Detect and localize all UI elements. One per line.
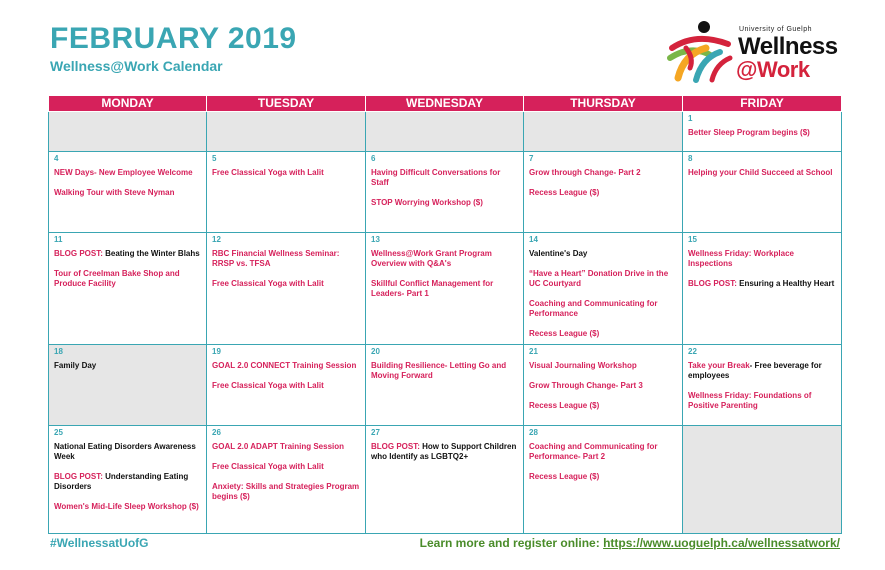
website-link[interactable]: https://www.uoguelph.ca/wellnessatwork/ [603,536,840,550]
calendar-event: National Eating Disorders Awareness Week [54,442,196,461]
calendar-event: Tour of Creelman Bake Shop and Produce Facility [54,269,180,288]
event-text: Ensuring a Healthy Heart [736,279,835,288]
calendar-event: RBC Financial Wellness Seminar: RRSP vs. TFSA [212,249,340,268]
day-number: 4 [54,154,59,163]
logo-university-text: University of Guelph [739,26,813,33]
calendar-event [688,279,837,289]
day-number: 5 [212,154,217,163]
calendar-event: Free Classical Yoga with Lalit [212,279,324,288]
event-text: How to Support Children who Identify as LGBTQ2+ [371,442,517,461]
day-number: 14 [529,235,538,244]
calendar-event: Better Sleep Program begins ($) [688,128,810,137]
calendar-event: Visual Journaling Workshop [529,361,637,370]
calendar-day-cell [524,426,683,534]
calendar-event: “Have a Heart” Donation Drive in the UC Courtyard [529,269,669,288]
weekday-header: MONDAY [49,96,207,112]
calendar-day-cell [683,233,842,345]
day-number: 25 [54,428,63,437]
calendar-day-cell [49,426,207,534]
calendar-event: Coaching and Communicating for Performance [529,299,658,318]
event-prefix: BLOG POST: [54,249,103,258]
weekday-header-row [49,96,842,112]
calendar-event: STOP Worrying Workshop ($) [371,198,483,207]
calendar-week-row [49,345,842,426]
calendar-day-cell [49,112,207,152]
calendar-day-cell [366,233,524,345]
calendar-day-cell [366,112,524,152]
calendar-event: Skillful Conflict Management for Leaders- Part 1 [371,279,494,298]
calendar-event: NEW Days- New Employee Welcome [54,168,193,177]
weekday-header: TUESDAY [207,96,366,112]
day-number: 18 [54,347,63,356]
day-number [688,428,837,442]
wellness-at-work-logo [666,18,846,84]
calendar-event [371,442,519,462]
calendar-week-row [49,152,842,233]
calendar-event [688,361,837,381]
day-number: 19 [212,347,221,356]
page-subtitle: Wellness@Work Calendar [50,58,223,74]
day-number [529,114,678,128]
calendar-day-cell [683,112,842,152]
calendar-day-cell [366,345,524,426]
calendar-event: Building Resilience- Letting Go and Moving Forward [371,361,507,380]
event-text: Understanding Eating Disorders [54,472,189,491]
day-number: 20 [371,347,380,356]
event-text: Beating the Winter Blahs [102,249,200,258]
hashtag: #WellnessatUofG [50,536,149,550]
calendar-event: Free Classical Yoga with Lalit [212,168,324,177]
calendar-day-cell [207,152,366,233]
calendar-event: Free Classical Yoga with Lalit [212,381,324,390]
calendar-day-cell [207,112,366,152]
day-number [371,114,519,128]
day-number: 22 [688,347,697,356]
calendar-event: Free Classical Yoga with Lalit [212,462,324,471]
calendar-event: Anxiety: Skills and Strategies Program begins ($) [212,482,360,501]
day-number [212,114,361,128]
calendar-day-cell [683,152,842,233]
calendar-event: GOAL 2.0 ADAPT Training Session [212,442,345,451]
day-number: 26 [212,428,221,437]
event-prefix: BLOG POST: [371,442,420,451]
calendar-event [54,249,202,259]
event-prefix: Take your Break [688,361,750,370]
day-number: 11 [54,235,63,244]
calendar-day-cell [524,112,683,152]
day-number: 27 [371,428,380,437]
calendar-day-cell [207,426,366,534]
calendar-day-cell [683,426,842,534]
day-number: 7 [529,154,534,163]
calendar-day-cell [366,152,524,233]
calendar-event: Grow through Change- Part 2 [529,168,641,177]
calendar-event: Having Difficult Conversations for Staff [371,168,501,187]
calendar-day-cell [49,345,207,426]
logo-work-text: @Work [736,57,810,82]
calendar-event: Helping your Child Succeed at School [688,168,833,177]
logo-wellness-text: Wellness [738,33,838,60]
day-number: 12 [212,235,221,244]
day-number: 1 [688,114,693,123]
calendar-day-cell [207,233,366,345]
calendar-event: Women's Mid-Life Sleep Workshop ($) [54,502,199,511]
calendar-day-cell [683,345,842,426]
calendar-day-cell [49,152,207,233]
calendar-table [48,95,842,534]
event-text: - Free beverage for employees [688,361,822,380]
page-title: FEBRUARY 2019 [50,22,297,55]
calendar-week-row [49,233,842,345]
footer-register [420,536,840,550]
calendar-day-cell [49,233,207,345]
day-number: 15 [688,235,697,244]
calendar-event: GOAL 2.0 CONNECT Training Session [212,361,357,370]
day-number: 8 [688,154,693,163]
calendar-event: Recess League ($) [529,401,600,410]
wellness-figure-icon [666,18,738,84]
event-prefix: BLOG POST: [54,472,103,481]
calendar-week-row [49,112,842,152]
calendar-event: Family Day [54,361,97,370]
calendar-event: Wellness Friday: Foundations of Positive Parenting [688,391,812,410]
calendar-event: Grow Through Change- Part 3 [529,381,643,390]
calendar-event: Wellness@Work Grant Program Overview with Q&A's [371,249,492,268]
calendar-day-cell [524,233,683,345]
weekday-header: THURSDAY [524,96,683,112]
calendar-day-cell [366,426,524,534]
day-number: 6 [371,154,376,163]
calendar-day-cell [524,152,683,233]
weekday-header: WEDNESDAY [366,96,524,112]
event-prefix: BLOG POST: [688,279,737,288]
calendar-event: Coaching and Communicating for Performance- Part 2 [529,442,658,461]
calendar-event: Recess League ($) [529,472,600,481]
calendar-event [54,472,202,492]
learn-more-text: Learn more and register online: [419,536,600,550]
calendar-event: Walking Tour with Steve Nyman [54,188,175,197]
calendar-event: Wellness Friday: Workplace Inspections [688,249,794,268]
day-number: 28 [529,428,538,437]
calendar-event: Valentine's Day [529,249,588,258]
calendar-event: Recess League ($) [529,188,600,197]
calendar-event: Recess League ($) [529,329,600,338]
day-number: 13 [371,235,380,244]
day-number [54,114,202,128]
calendar-day-cell [207,345,366,426]
calendar-day-cell [524,345,683,426]
weekday-header: FRIDAY [683,96,842,112]
calendar-week-row [49,426,842,534]
day-number: 21 [529,347,538,356]
